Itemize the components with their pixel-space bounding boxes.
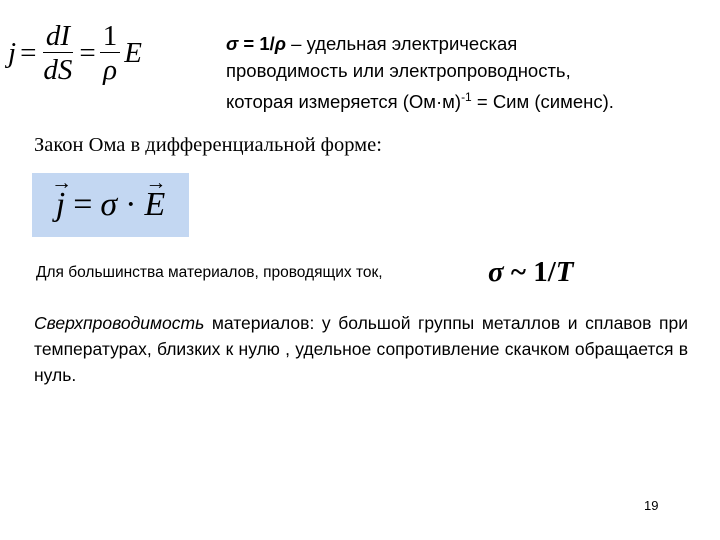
formula-equals-2: = — [79, 37, 96, 69]
definition-text-3: которая измеряется (Ом·м) — [226, 91, 462, 113]
superconductivity-term: Сверхпроводимость — [34, 313, 205, 333]
definition-text-1: – удельная электрическая — [286, 33, 518, 54]
vector-sigma: σ — [100, 186, 118, 223]
vector-ohm-formula — [32, 169, 189, 237]
vector-dot: · — [125, 186, 137, 223]
sigma-inverse-temperature — [488, 256, 574, 289]
definition-text-4: = Сим (сименс). — [471, 91, 614, 113]
majority-materials-text: Для большинства материалов, проводящих ток, — [36, 264, 383, 281]
formula-equals-1: = — [20, 37, 37, 69]
vector-j: j → — [50, 169, 73, 223]
conductivity-definition — [226, 30, 706, 115]
vector-E: E → — [144, 169, 167, 223]
ohm-law-heading: Закон Ома в дифференциальной форме: — [34, 134, 382, 156]
sigma-T-T: T — [555, 256, 574, 288]
definition-line-2: проводимость или электропроводность, — [226, 60, 571, 81]
superconductivity-paragraph — [34, 310, 688, 388]
vector-equals: = — [73, 186, 93, 223]
vector-arrow-j: → — [50, 169, 73, 194]
superconductivity-rest: материалов: у большой группы металлов и сплавов при температурах, близких к нулю , удельное сопротивление скачком обращается в нуль. — [34, 313, 688, 385]
fraction-numerator-1: 1 — [100, 22, 121, 53]
rho-symbol: ρ — [274, 33, 286, 54]
superscript-minus-one: -1 — [461, 90, 472, 104]
definition-line-1 — [226, 30, 706, 57]
formula-E: E — [124, 37, 142, 69]
definition-line-3 — [226, 84, 706, 115]
page-number: 19 — [644, 498, 659, 513]
vector-arrow-E: → — [145, 169, 167, 194]
fraction-denominator-dS: dS — [43, 54, 73, 86]
sigma-symbol: σ — [226, 33, 239, 54]
fraction-dI-dS — [40, 22, 75, 85]
current-density-formula — [8, 22, 142, 85]
sigma-T-sigma: σ — [488, 256, 504, 288]
fraction-denominator-rho: ρ — [103, 54, 117, 86]
sigma-T-relation: ~ 1/ — [503, 256, 556, 288]
definition-eq: = 1/ — [238, 33, 275, 54]
formula-j: j — [8, 37, 17, 69]
fraction-1-rho — [100, 22, 121, 85]
fraction-numerator-dI: dI — [43, 22, 73, 53]
